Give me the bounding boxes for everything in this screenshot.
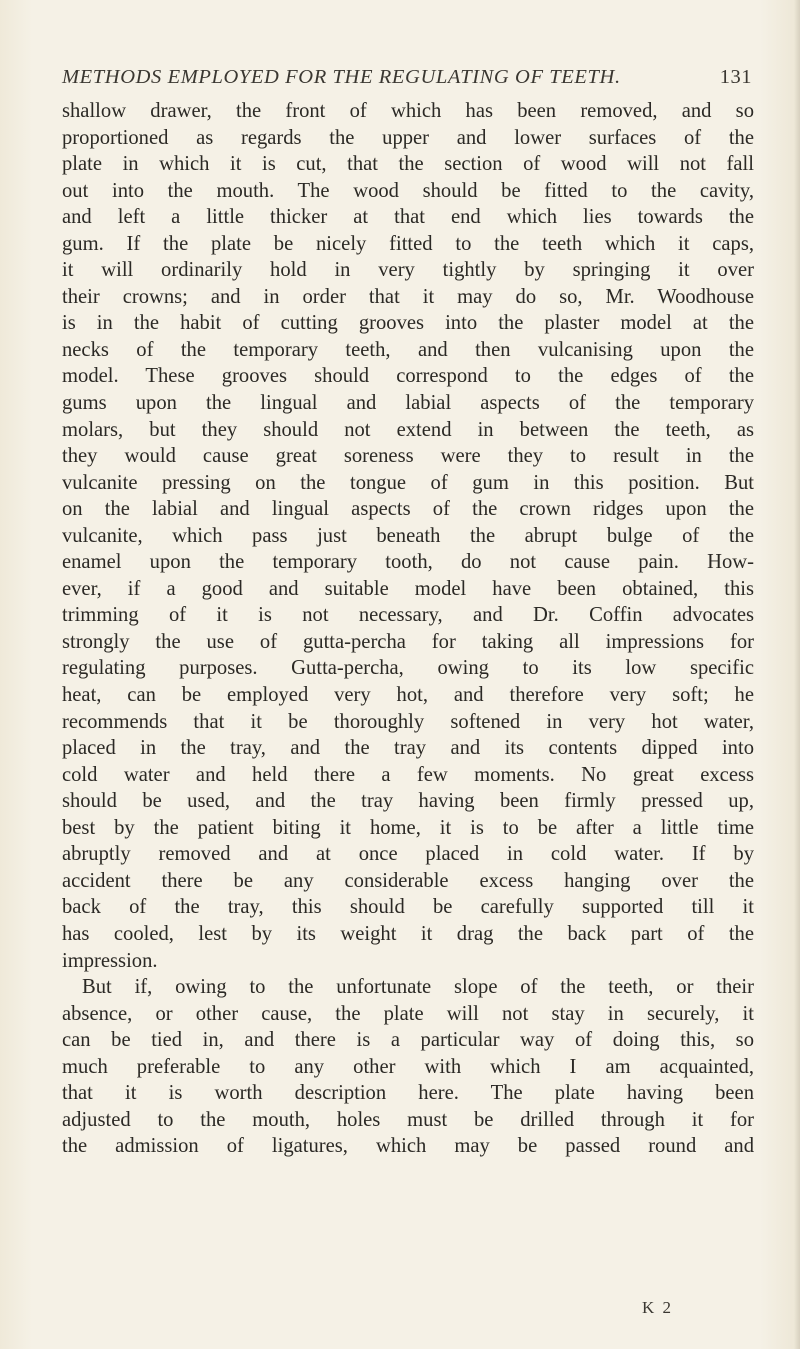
text-line: heat, can be employed very hot, and therefore very soft; he xyxy=(62,684,754,707)
text-line: is in the habit of cutting grooves into the plaster model at the xyxy=(62,312,754,335)
text-line: strongly the use of gutta-percha for taking all impressions for xyxy=(62,630,754,653)
page-header xyxy=(62,66,752,96)
text-line: ever, if a good and suitable model have been obtained, this xyxy=(62,577,754,600)
text-line: and left a little thicker at that end which lies towards the xyxy=(62,206,754,229)
page-edge-shadow xyxy=(794,0,800,1349)
text-line: gums upon the lingual and labial aspects of the temporary xyxy=(62,392,754,415)
paragraph-end-line: impression. xyxy=(62,949,158,972)
text-line: proportioned as regards the upper and lower surfaces of the xyxy=(62,126,754,149)
text-line: regulating purposes. Gutta-percha, owing to its low specific xyxy=(62,657,754,680)
text-line: absence, or other cause, the plate will not stay in securely, it xyxy=(62,1002,754,1025)
text-line: can be tied in, and there is a particular way of doing this, so xyxy=(62,1029,754,1052)
text-line: necks of the temporary teeth, and then vulcanising upon the xyxy=(62,338,754,361)
text-line: back of the tray, this should be carefully supported till it xyxy=(62,896,754,919)
text-line: vulcanite pressing on the tongue of gum in this position. But xyxy=(62,471,754,494)
text-line: has cooled, lest by its weight it drag the back part of the xyxy=(62,922,754,945)
signature-mark: K 2 xyxy=(642,1298,674,1317)
text-line: adjusted to the mouth, holes must be drilled through it for xyxy=(62,1108,754,1131)
text-line: should be used, and the tray having been firmly pressed up, xyxy=(62,790,754,813)
text-line: much preferable to any other with which I am acquainted, xyxy=(62,1055,754,1078)
text-line: the admission of ligatures, which may be passed round and xyxy=(62,1135,754,1158)
text-line: recommends that it be thoroughly softened in very hot water, xyxy=(62,710,754,733)
text-line: their crowns; and in order that it may do so, Mr. Woodhouse xyxy=(62,285,754,308)
text-line: gum. If the plate be nicely fitted to the teeth which it caps, xyxy=(62,232,754,255)
text-line: model. These grooves should correspond to the edges of the xyxy=(62,365,754,388)
text-line: vulcanite, which pass just beneath the abrupt bulge of the xyxy=(62,524,754,547)
text-line: shallow drawer, the front of which has been removed, and so xyxy=(62,100,754,122)
text-line: enamel upon the temporary tooth, do not cause pain. How- xyxy=(62,551,754,574)
text-line: plate in which it is cut, that the section of wood will not fall xyxy=(62,153,754,176)
page-number: 131 xyxy=(719,66,752,88)
text-line: abruptly removed and at once placed in cold water. If by xyxy=(62,843,754,866)
text-line: trimming of it is not necessary, and Dr. Coffin advocates xyxy=(62,604,754,627)
text-line: molars, but they should not extend in between the teeth, as xyxy=(62,418,754,441)
text-line: they would cause great soreness were they to result in the xyxy=(62,445,754,468)
body-text xyxy=(62,98,754,1160)
text-line: out into the mouth. The wood should be fitted to the cavity, xyxy=(62,179,754,202)
text-line: accident there be any considerable excess hanging over the xyxy=(62,869,754,892)
text-line: that it is worth description here. The plate having been xyxy=(62,1082,754,1105)
paragraph-start-line: But if, owing to the unfortunate slope of the teeth, or their xyxy=(82,976,754,999)
text-line: it will ordinarily hold in very tightly by springing it over xyxy=(62,259,754,282)
text-line: cold water and held there a few moments. No great excess xyxy=(62,763,754,786)
text-line: best by the patient biting it home, it is to be after a little time xyxy=(62,816,754,839)
text-line: on the labial and lingual aspects of the crown ridges upon the xyxy=(62,498,754,521)
text-line: placed in the tray, and the tray and its contents dipped into xyxy=(62,737,754,760)
running-head: METHODS EMPLOYED FOR THE REGULATING OF TEETH. xyxy=(62,66,621,88)
